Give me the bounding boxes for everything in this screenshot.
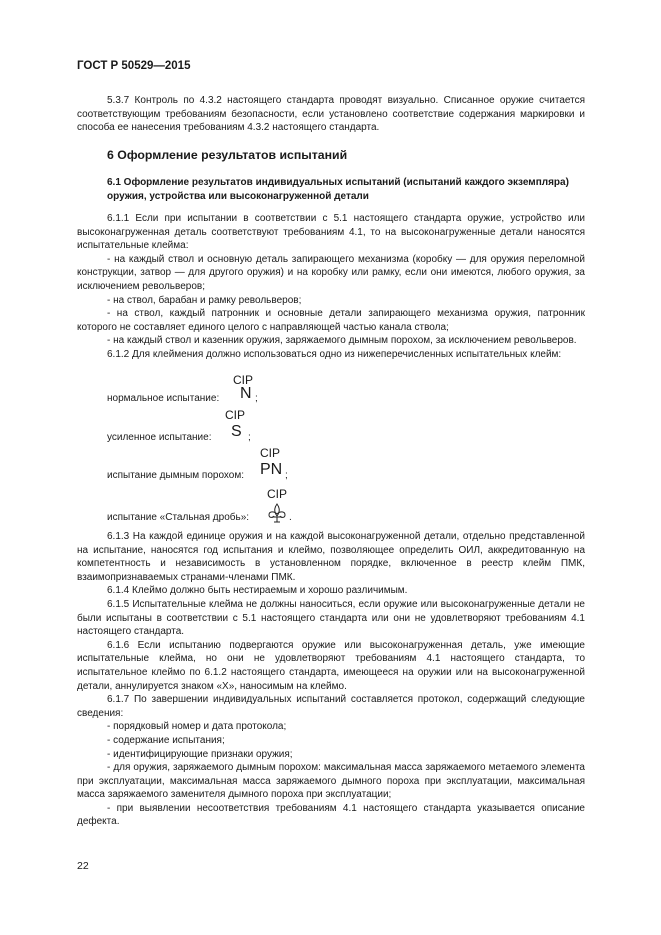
- paragraph-6-1-3: 6.1.3 На каждой единице оружия и на каждой высоконагруженной детали, отдельно представленной на испытание, наносятся год испытания и клеймо, позволяющее определить ОИЛ, аккредитованную на компетентность и независимость в установленном порядке, включенное в реестр клейм ПМК, взаимопризнаваемых странами-членами ПМК.: [77, 531, 585, 583]
- subsection-title: 6.1 Оформление результатов индивидуальных испытаний (испытаний каждого экземпляра) оружия, устройства или высоконагруженной детали: [107, 177, 569, 202]
- paragraph-6-1-5: 6.1.5 Испытательные клейма не должны наноситься, если оружие или высоконагруженные детали не были испытаны в соответствии с 5.1 настоящего стандарта или они не удовлетворяют требованиям 4.1 настоящего стандарта.: [77, 598, 585, 638]
- cip-label: CIP: [233, 373, 254, 387]
- mark-letter-n: N: [240, 385, 252, 402]
- cip-label: CIP: [225, 408, 246, 422]
- list-item: - содержание испытания;: [107, 734, 225, 746]
- list-item: - на каждый ствол и основную деталь запирающего механизма (коробку — для оружия переломной конструкции, затвор — для другого оружия) и на коробку или рамку, если они имеются, любого оружия, за исключением револьверов;: [77, 253, 585, 292]
- paragraph-6-1-6: 6.1.6 Если испытанию подвергаются оружие или высоконагруженная деталь, уже имеющие испытательные клейма, но они не удовлетворяют требованиям 4.1 настоящего стандарта, то испытательное клеймо по 6.1.2 настоящего стандарта, имеющееся на оружии или на высоконагруженной детали, аннулируется знаком «X», наносимым на клеймо.: [77, 639, 585, 692]
- paragraphs-6-1-3-to-6-1-7-block: [77, 530, 585, 829]
- normal-test-label: нормальное испытание:: [107, 393, 220, 404]
- list-item: - на каждый ствол и казенник оружия, заряжаемого дымным порохом, за исключением револьверов.: [107, 335, 577, 347]
- list-item: - на ствол, каждый патронник и основные детали запирающего механизма оружия, патронник которого не составляет единого целого с направляющей частью канала ствола;: [77, 308, 585, 333]
- list-item: - на ствол, барабан и рамку револьверов;: [107, 294, 302, 306]
- list-item: - для оружия, заряжаемого дымным порохом: максимальная масса заряжаемого метаемого элемента при эксплуатации, максимальная масса заряжаемого дымного пороха при эксплуатации, максимальная масса заряжаемого заменителя дымного пороха при эксплуатации;: [77, 762, 585, 801]
- document-header: ГОСТ Р 50529—2015: [77, 60, 191, 72]
- steel-shot-test-label: испытание «Стальная дробь»:: [107, 512, 250, 523]
- paragraph-5-3-7-block: [77, 94, 585, 135]
- paragraph-6-1-2: 6.1.2 Для клеймения должно использоваться одно из нижеперечисленных испытательных клейм:: [107, 348, 562, 360]
- mark-end: .: [289, 512, 292, 523]
- mark-end: ;: [248, 432, 251, 443]
- list-item: - порядковый номер и дата протокола;: [107, 721, 287, 733]
- cip-label: CIP: [267, 487, 288, 501]
- paragraph-6-1-4: 6.1.4 Клеймо должно быть нестираемым и хорошо различимым.: [107, 585, 408, 597]
- page-number: 22: [77, 860, 89, 872]
- mark-end: ;: [255, 393, 258, 404]
- mark-letters-pn: PN: [260, 461, 283, 478]
- paragraph-6-1-1-block: [77, 212, 585, 362]
- black-powder-test-label: испытание дымным порохом:: [107, 470, 245, 481]
- fleur-de-lis-icon: [266, 502, 288, 529]
- mark-end: ;: [285, 470, 288, 481]
- paragraph-6-1-1: 6.1.1 Если при испытании в соответствии с 5.1 настоящего стандарта оружие, устройство или высоконагруженная деталь соответствуют требованиям 4.1, то на высоконагруженные детали наносятся испытательные клейма:: [77, 213, 585, 252]
- list-item: - идентифицирующие признаки оружия;: [107, 748, 293, 760]
- section-title: 6 Оформление результатов испытаний: [107, 148, 348, 162]
- paragraph-5-3-7: 5.3.7 Контроль по 4.3.2 настоящего стандарта проводят визуально. Списанное оружие считается соответствующим требованиям безопасности, если установлено соответствие содержания маркировки и способа ее нанесения требованиям 4.3.2 настоящего стандарта.: [77, 95, 585, 134]
- paragraph-6-1-7: 6.1.7 По завершении индивидуальных испытаний составляется протокол, содержащий следующие сведения:: [77, 694, 585, 719]
- mark-letter-s: S: [231, 423, 242, 440]
- reinforced-test-label: усиленное испытание:: [107, 432, 212, 443]
- cip-label: CIP: [260, 446, 281, 460]
- list-item: - при выявлении несоответствия требованиям 4.1 настоящего стандарта указывается описание дефекта.: [77, 802, 585, 828]
